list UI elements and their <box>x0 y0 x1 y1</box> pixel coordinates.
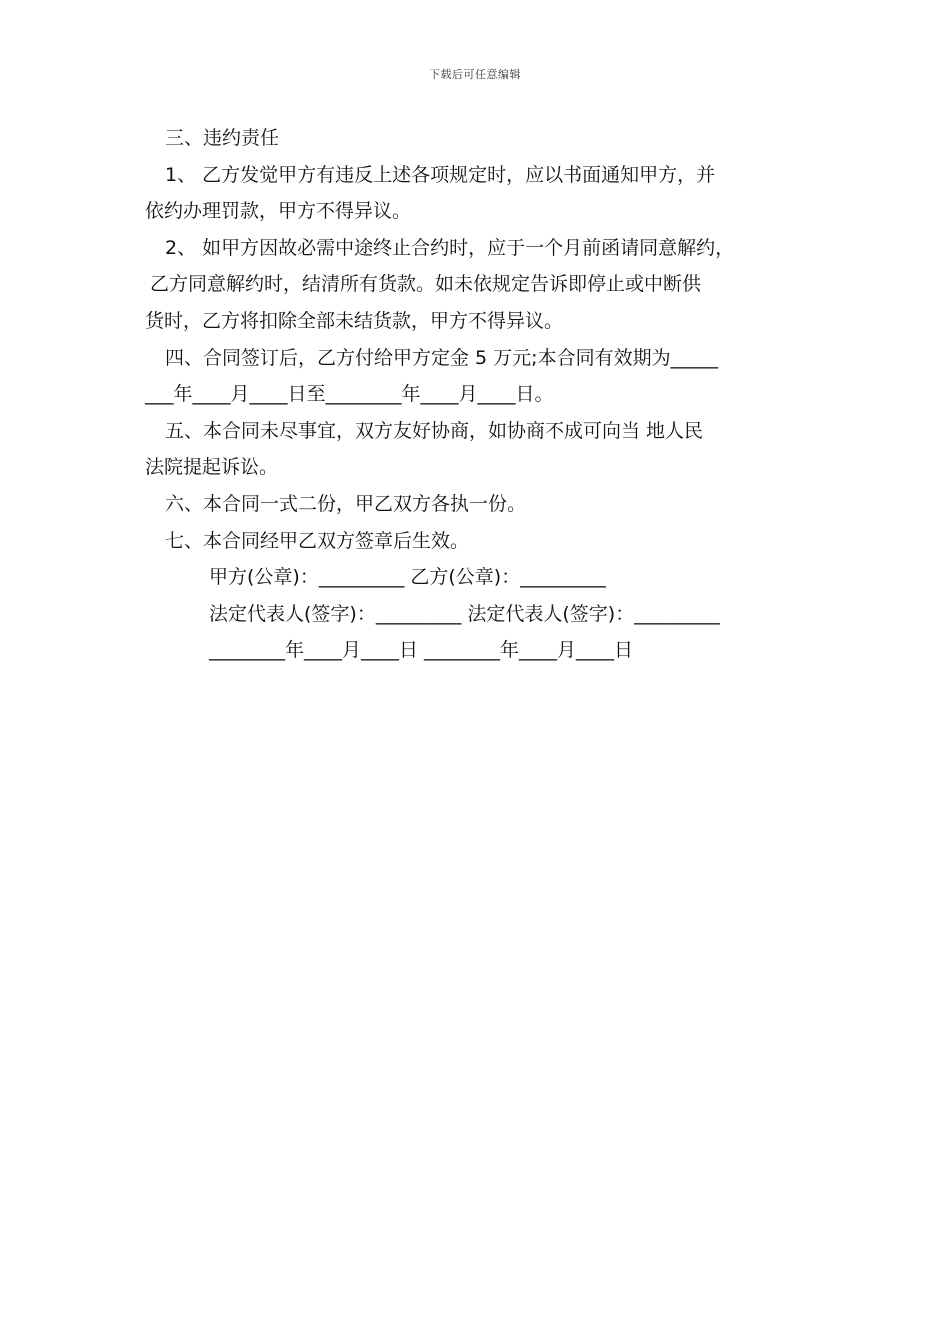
clause-1-line-2: 依约办理罚款，甲方不得异议。 <box>145 200 412 223</box>
clause-1-line-1: 1、 乙方发觉甲方有违反上述各项规定时，应以书面通知甲方，并 <box>165 163 716 186</box>
clause-2-line-3: 货时，乙方将扣除全部未结货款，甲方不得异议。 <box>145 309 564 332</box>
section-4-line-2: ___年____月____日至________年____月____日。 <box>145 383 554 406</box>
clause-2-line-1: 2、 如甲方因故必需中途终止合约时，应于一个月前函请同意解约， <box>165 236 735 259</box>
clause-2-line-2: 乙方同意解约时，结清所有货款。如未依规定告诉即停止或中断供 <box>150 273 702 296</box>
section-6: 六、本合同一式二份，甲乙双方各执一份。 <box>165 492 527 515</box>
section-4-line-1: 四、合同签订后，乙方付给甲方定金 5 万元;本合同有效期为_____ <box>165 346 719 369</box>
section-title-breach: 三、违约责任 <box>165 127 280 149</box>
page-header: 下载后可任意编辑 <box>429 68 521 81</box>
signature-line: 法定代表人(签字)：_________ 法定代表人(签字)：_________ <box>209 602 720 625</box>
section-5-line-1: 五、本合同未尽事宜，双方友好协商，如协商不成可向当 地人民 <box>165 419 704 442</box>
seal-line: 甲方(公章)：_________ 乙方(公章)：_________ <box>209 566 606 589</box>
document-body <box>145 120 815 669</box>
date-line: ________年____月____日 ________年____月____日 <box>209 639 634 662</box>
section-7: 七、本合同经甲乙双方签章后生效。 <box>165 529 470 552</box>
section-5-line-2: 法院提起诉讼。 <box>145 456 279 479</box>
